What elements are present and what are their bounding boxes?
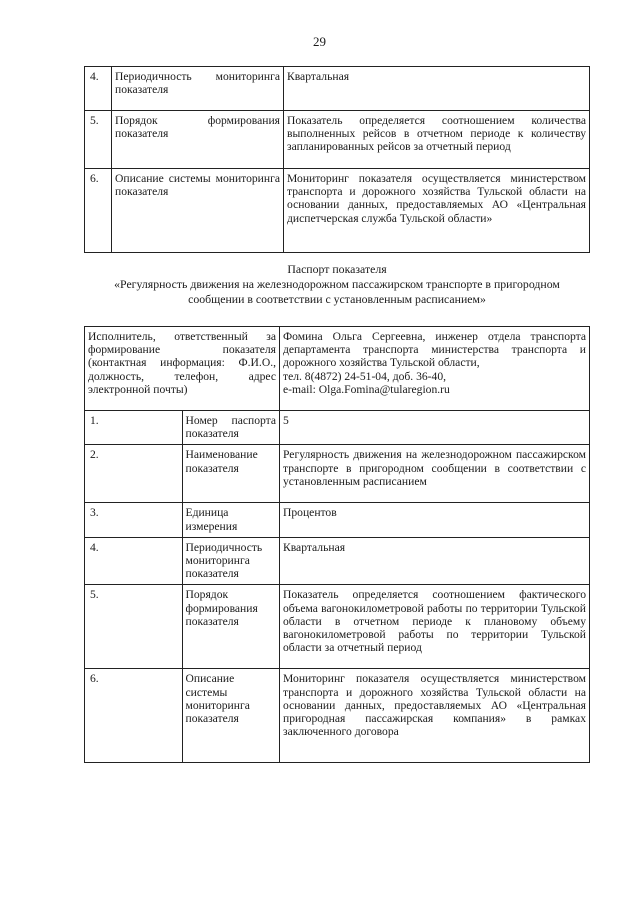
row-label: Описание системы мониторинга показателя (112, 169, 284, 253)
table-row (85, 169, 590, 253)
row-label: Наименование показателя (182, 445, 280, 503)
row-number: 6. (85, 669, 183, 763)
row-number: 3. (85, 503, 183, 537)
row-value: Показатель определяется соотношением фактического объема вагонокилометровой работы по территории Тульской области в отчетном периоде к плановому объему вагонокилометровой работы по территории Тульской области за отчетный период (280, 585, 590, 669)
row-label: Периодичность мониторинга показателя (182, 537, 280, 585)
table-row (85, 503, 590, 537)
passport-subtitle-line: «Регулярность движения на железнодорожном пассажирском транспорте в пригородном (114, 277, 560, 291)
row-label: Периодичность мониторинга показателя (112, 67, 284, 111)
executor-label: Исполнитель, ответственный за формирование показателя (контактная информация: Ф.И.О., должность, телефон, адрес электронной почты) (85, 327, 280, 411)
table-row (85, 537, 590, 585)
row-label: Единица измерения (182, 503, 280, 537)
executor-contact (280, 327, 590, 411)
row-number: 5. (85, 585, 183, 669)
table-row (85, 669, 590, 763)
executor-email: e-mail: Olga.Fomina@tularegion.ru (283, 382, 450, 396)
row-number: 5. (85, 111, 112, 169)
row-value: Квартальная (284, 67, 590, 111)
row-value: Показатель определяется соотношением количества выполненных рейсов в отчетном периоде к количеству запланированных рейсов за отчетный период (284, 111, 590, 169)
table-row (85, 111, 590, 169)
row-number: 6. (85, 169, 112, 253)
indicator-passport-table (84, 326, 590, 763)
row-value: Мониторинг показателя осуществляется министерством транспорта и дорожного хозяйства Тульской области на основании данных, предоставляемых АО «Центральная пригородная пассажирская компания» в рамках заключенного договора (280, 669, 590, 763)
table-row (85, 67, 590, 111)
executor-row (85, 327, 590, 411)
executor-phone: тел. 8(4872) 24-51-04, доб. 36-40, (283, 369, 447, 383)
row-label: Описание системы мониторинга показателя (182, 669, 280, 763)
row-value: 5 (280, 411, 590, 445)
row-label: Номер паспорта показателя (182, 411, 280, 445)
passport-subtitle (84, 277, 590, 307)
row-number: 4. (85, 537, 183, 585)
row-value: Мониторинг показателя осуществляется министерством транспорта и дорожного хозяйства Тульской области на основании данных, предоставляемых АО «Центральная диспетчерская служба Тульской области» (284, 169, 590, 253)
row-label: Порядок формирования показателя (182, 585, 280, 669)
table-row (85, 585, 590, 669)
table-row (85, 411, 590, 445)
passport-subtitle-line: сообщении в соответствии с установленным расписанием» (188, 292, 486, 306)
row-label: Порядок формирования показателя (112, 111, 284, 169)
row-number: 4. (85, 67, 112, 111)
row-number: 1. (85, 411, 183, 445)
row-value: Процентов (280, 503, 590, 537)
executor-name-position: Фомина Ольга Сергеевна, инженер отдела транспорта департамента транспорта министерства транспорта и дорожного хозяйства Тульской области, (283, 330, 586, 370)
row-value: Квартальная (280, 537, 590, 585)
table-row (85, 445, 590, 503)
page-number: 29 (313, 34, 326, 49)
row-number: 2. (85, 445, 183, 503)
indicator-table-continued (84, 66, 590, 253)
row-value: Регулярность движения на железнодорожном пассажирском транспорте в пригородном сообщении в соответствии с установленным расписанием (280, 445, 590, 503)
passport-title: Паспорт показателя (287, 262, 387, 276)
